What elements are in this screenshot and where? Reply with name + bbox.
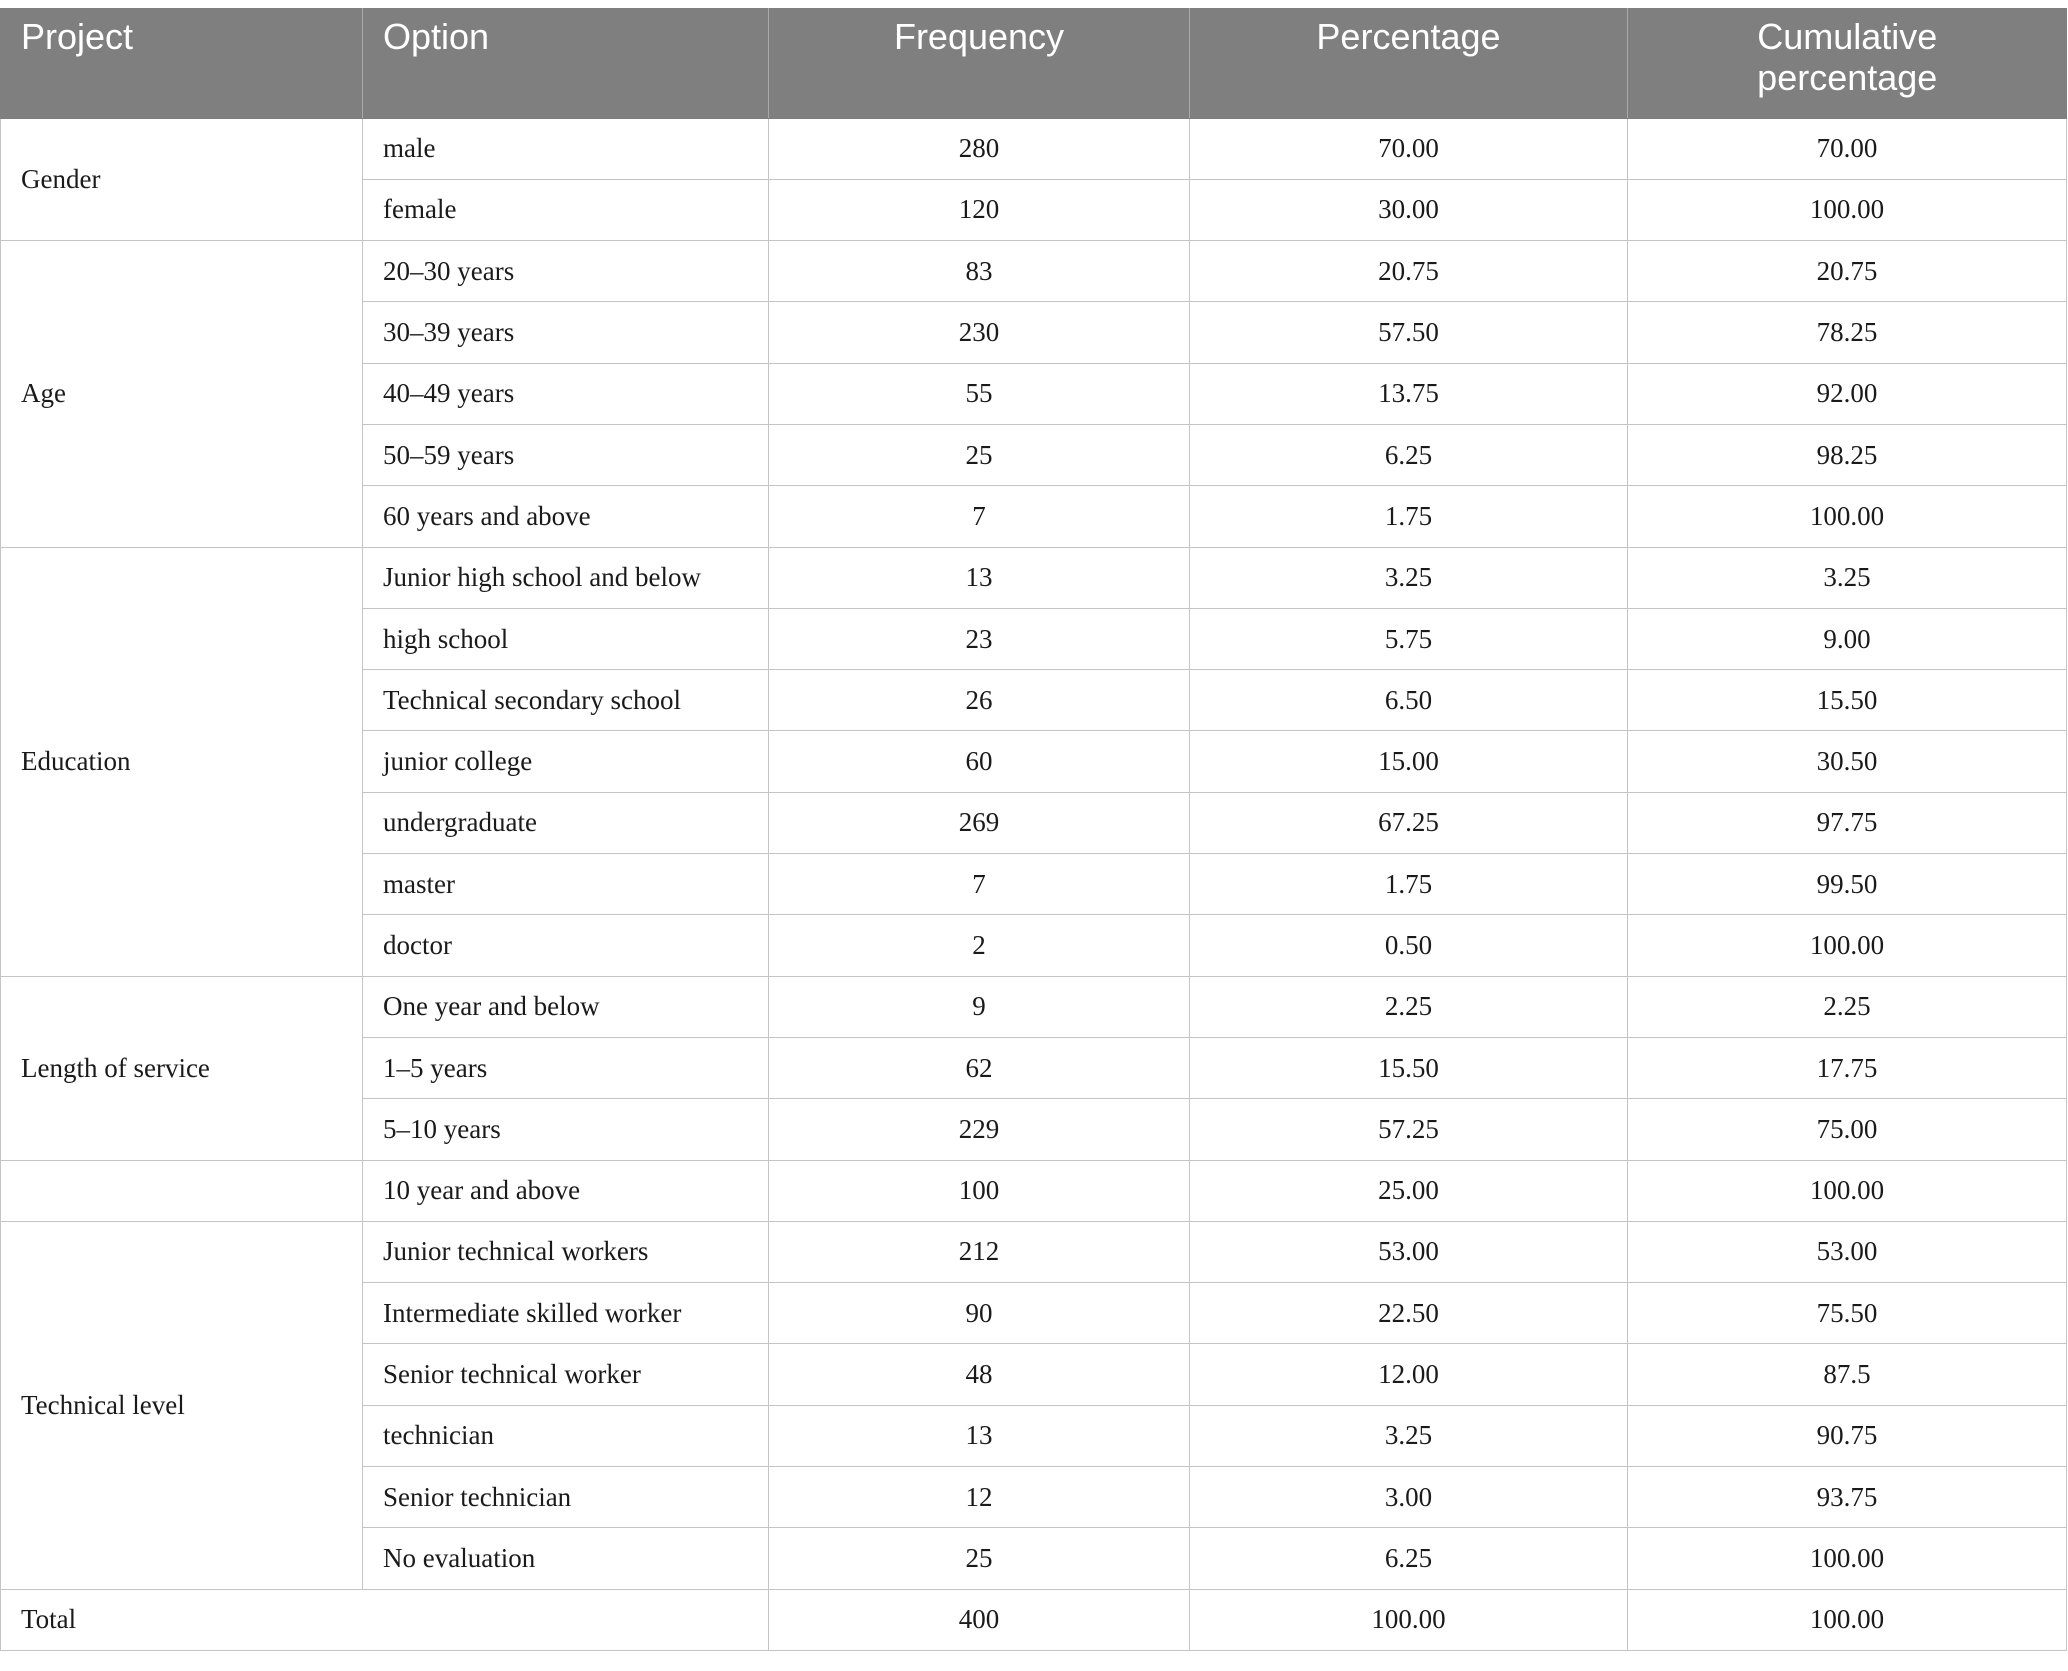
option-cell: 10 year and above	[363, 1160, 769, 1221]
percentage-cell: 3.00	[1190, 1467, 1628, 1528]
option-cell: Senior technician	[363, 1467, 769, 1528]
header-cumulative-percentage	[1628, 8, 2067, 118]
percentage-cell: 25.00	[1190, 1160, 1628, 1221]
cumulative-cell: 75.50	[1628, 1283, 2067, 1344]
cumulative-cell: 100.00	[1628, 915, 2067, 976]
header-frequency: Frequency	[769, 8, 1190, 118]
frequency-cell: 48	[769, 1344, 1190, 1405]
percentage-cell: 5.75	[1190, 608, 1628, 669]
frequency-cell: 7	[769, 486, 1190, 547]
frequency-cell: 120	[769, 179, 1190, 240]
project-group-cell: Gender	[1, 118, 363, 241]
project-group-cell: Education	[1, 547, 363, 976]
cumulative-cell: 75.00	[1628, 1099, 2067, 1160]
table-row	[1, 118, 2067, 179]
frequency-cell: 280	[769, 118, 1190, 179]
option-cell: Senior technical worker	[363, 1344, 769, 1405]
percentage-cell: 20.75	[1190, 241, 1628, 302]
percentage-cell: 15.00	[1190, 731, 1628, 792]
table-row	[1, 547, 2067, 608]
project-group-cell	[1, 1160, 363, 1221]
table-header	[1, 8, 2067, 118]
percentage-cell: 2.25	[1190, 976, 1628, 1037]
option-cell: technician	[363, 1405, 769, 1466]
percentage-cell: 57.50	[1190, 302, 1628, 363]
frequency-cell: 26	[769, 670, 1190, 731]
frequency-cell: 62	[769, 1037, 1190, 1098]
percentage-cell: 6.50	[1190, 670, 1628, 731]
percentage-cell: 22.50	[1190, 1283, 1628, 1344]
frequency-cell: 269	[769, 792, 1190, 853]
frequency-cell: 100	[769, 1160, 1190, 1221]
percentage-cell: 53.00	[1190, 1221, 1628, 1282]
frequency-cell: 9	[769, 976, 1190, 1037]
percentage-cell: 1.75	[1190, 854, 1628, 915]
percentage-cell: 70.00	[1190, 118, 1628, 179]
table-row	[1, 241, 2067, 302]
total-label: Total	[1, 1589, 769, 1650]
cumulative-cell: 30.50	[1628, 731, 2067, 792]
cumulative-cell: 100.00	[1628, 1528, 2067, 1589]
option-cell: female	[363, 179, 769, 240]
cumulative-cell: 78.25	[1628, 302, 2067, 363]
cumulative-cell: 17.75	[1628, 1037, 2067, 1098]
frequency-cell: 230	[769, 302, 1190, 363]
percentage-cell: 12.00	[1190, 1344, 1628, 1405]
cumulative-cell: 90.75	[1628, 1405, 2067, 1466]
percentage-cell: 57.25	[1190, 1099, 1628, 1160]
option-cell: junior college	[363, 731, 769, 792]
cumulative-cell: 53.00	[1628, 1221, 2067, 1282]
option-cell: master	[363, 854, 769, 915]
cumulative-cell: 100.00	[1628, 486, 2067, 547]
option-cell: Intermediate skilled worker	[363, 1283, 769, 1344]
total-row	[1, 1589, 2067, 1650]
cumulative-cell: 20.75	[1628, 241, 2067, 302]
option-cell: 60 years and above	[363, 486, 769, 547]
cumulative-cell: 9.00	[1628, 608, 2067, 669]
total-percentage: 100.00	[1190, 1589, 1628, 1650]
frequency-cell: 7	[769, 854, 1190, 915]
percentage-cell: 3.25	[1190, 547, 1628, 608]
percentage-cell: 1.75	[1190, 486, 1628, 547]
option-cell: 30–39 years	[363, 302, 769, 363]
percentage-cell: 15.50	[1190, 1037, 1628, 1098]
cumulative-cell: 98.25	[1628, 424, 2067, 485]
frequency-cell: 25	[769, 424, 1190, 485]
percentage-cell: 6.25	[1190, 424, 1628, 485]
option-cell: 20–30 years	[363, 241, 769, 302]
option-cell: 40–49 years	[363, 363, 769, 424]
option-cell: No evaluation	[363, 1528, 769, 1589]
table-row	[1, 1221, 2067, 1282]
cumulative-cell: 100.00	[1628, 1160, 2067, 1221]
cumulative-cell: 87.5	[1628, 1344, 2067, 1405]
option-cell: 50–59 years	[363, 424, 769, 485]
header-cumulative-line2: percentage	[1757, 57, 1938, 98]
option-cell: male	[363, 118, 769, 179]
frequency-cell: 60	[769, 731, 1190, 792]
cumulative-cell: 3.25	[1628, 547, 2067, 608]
frequency-cell: 229	[769, 1099, 1190, 1160]
frequency-cell: 83	[769, 241, 1190, 302]
percentage-cell: 30.00	[1190, 179, 1628, 240]
option-cell: Junior high school and below	[363, 547, 769, 608]
cumulative-cell: 100.00	[1628, 179, 2067, 240]
frequency-cell: 90	[769, 1283, 1190, 1344]
option-cell: Junior technical workers	[363, 1221, 769, 1282]
cumulative-cell: 99.50	[1628, 854, 2067, 915]
header-cumulative-line1: Cumulative	[1757, 16, 1938, 57]
table-row	[1, 1160, 2067, 1221]
frequency-cell: 13	[769, 547, 1190, 608]
frequency-cell: 25	[769, 1528, 1190, 1589]
header-project: Project	[1, 8, 363, 118]
header-row	[1, 8, 2067, 118]
project-group-cell: Age	[1, 241, 363, 547]
header-option: Option	[363, 8, 769, 118]
demographics-table	[0, 8, 2067, 1651]
total-frequency: 400	[769, 1589, 1190, 1650]
total-cumulative: 100.00	[1628, 1589, 2067, 1650]
frequency-cell: 13	[769, 1405, 1190, 1466]
cumulative-cell: 15.50	[1628, 670, 2067, 731]
percentage-cell: 67.25	[1190, 792, 1628, 853]
option-cell: Technical secondary school	[363, 670, 769, 731]
frequency-cell: 2	[769, 915, 1190, 976]
option-cell: doctor	[363, 915, 769, 976]
table-row	[1, 976, 2067, 1037]
option-cell: 5–10 years	[363, 1099, 769, 1160]
frequency-cell: 212	[769, 1221, 1190, 1282]
cumulative-cell: 93.75	[1628, 1467, 2067, 1528]
frequency-cell: 55	[769, 363, 1190, 424]
cumulative-cell: 70.00	[1628, 118, 2067, 179]
percentage-cell: 3.25	[1190, 1405, 1628, 1466]
cumulative-cell: 2.25	[1628, 976, 2067, 1037]
option-cell: undergraduate	[363, 792, 769, 853]
table-body	[1, 118, 2067, 1650]
project-group-cell: Technical level	[1, 1221, 363, 1589]
percentage-cell: 0.50	[1190, 915, 1628, 976]
percentage-cell: 13.75	[1190, 363, 1628, 424]
option-cell: high school	[363, 608, 769, 669]
cumulative-cell: 92.00	[1628, 363, 2067, 424]
option-cell: One year and below	[363, 976, 769, 1037]
percentage-cell: 6.25	[1190, 1528, 1628, 1589]
option-cell: 1–5 years	[363, 1037, 769, 1098]
cumulative-cell: 97.75	[1628, 792, 2067, 853]
frequency-cell: 12	[769, 1467, 1190, 1528]
project-group-cell: Length of service	[1, 976, 363, 1160]
frequency-cell: 23	[769, 608, 1190, 669]
header-percentage: Percentage	[1190, 8, 1628, 118]
